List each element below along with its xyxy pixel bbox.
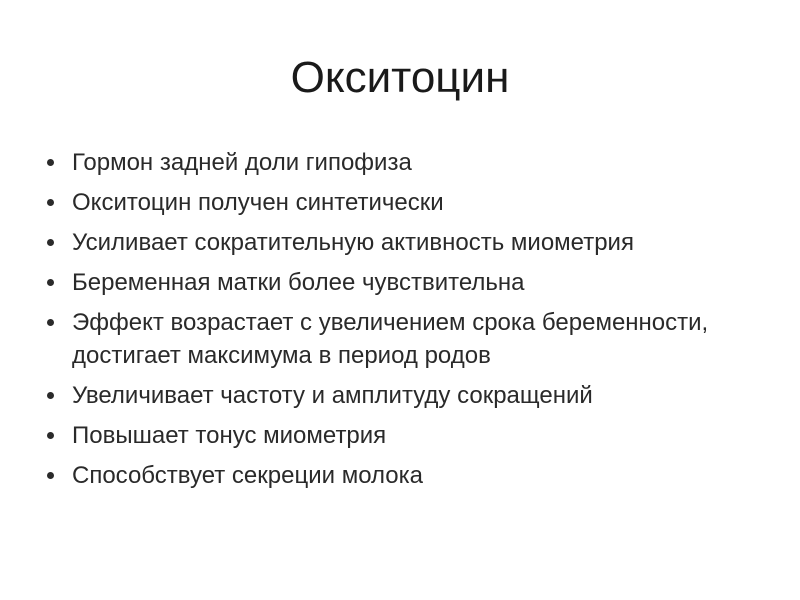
bullet-text: Окситоцин получен синтетически (72, 189, 444, 216)
list-item (44, 266, 764, 299)
bullet-icon (47, 199, 54, 206)
slide-title: Окситоцин (290, 53, 510, 102)
bullet-text: Гормон задней доли гипофиза (72, 149, 412, 176)
bullet-list (44, 146, 764, 499)
bullet-icon (47, 392, 54, 399)
bullet-icon (47, 472, 54, 479)
list-item (44, 419, 764, 452)
bullet-text: Усиливает сократительную активность миометрия (72, 229, 634, 256)
bullet-icon (47, 319, 54, 326)
bullet-text: Беременная матки более чувствительна (72, 269, 525, 296)
list-item (44, 459, 764, 492)
list-item (44, 379, 764, 412)
list-item (44, 146, 764, 179)
bullet-icon (47, 432, 54, 439)
bullet-text: Способствует секреции молока (72, 462, 424, 489)
list-item (44, 186, 764, 219)
bullet-icon (47, 279, 54, 286)
list-item (44, 226, 764, 259)
bullet-text: Повышает тонус миометрия (72, 422, 387, 449)
bullet-icon (47, 159, 54, 166)
list-item (44, 306, 764, 372)
bullet-text: Эффект возрастает с увеличением срока беременности, достигает максимума в период родов (72, 309, 709, 369)
bullet-icon (47, 239, 54, 246)
bullet-text: Увеличивает частоту и амплитуду сокращений (72, 382, 593, 409)
